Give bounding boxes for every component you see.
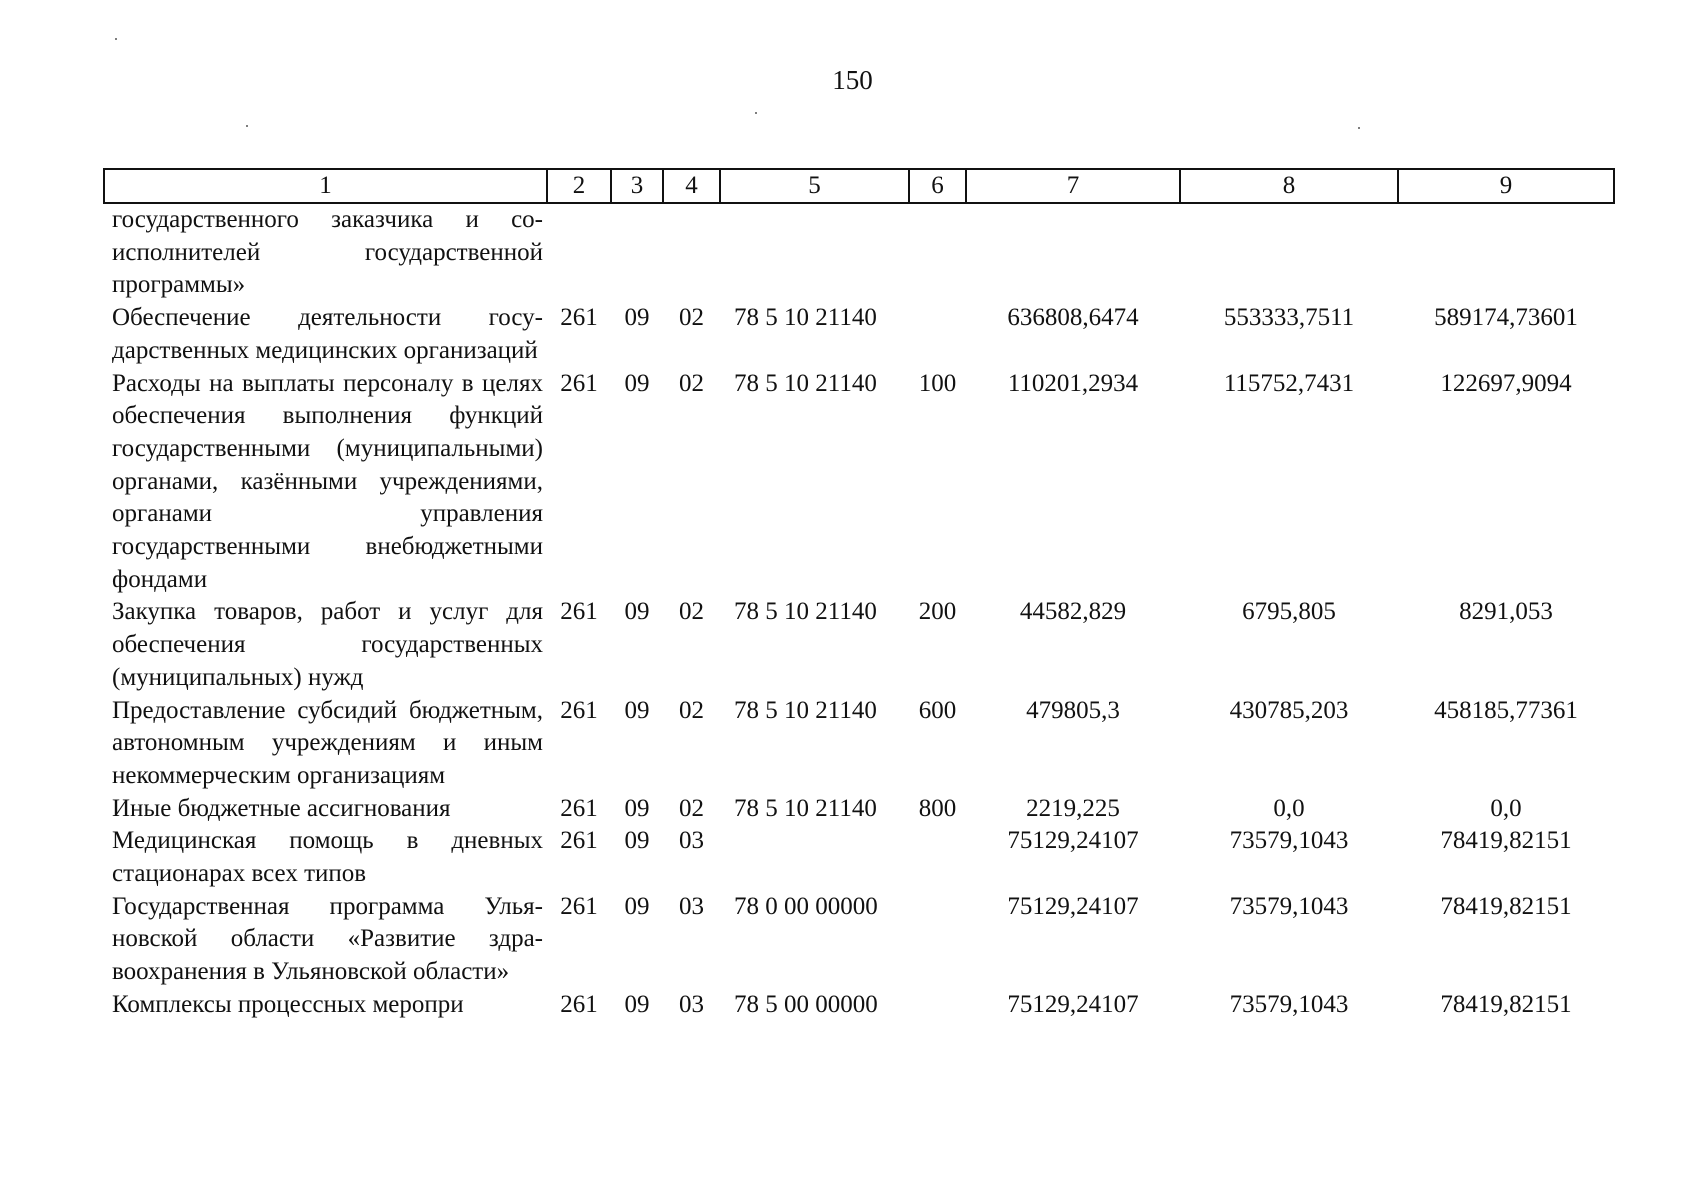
row-col-5: 78 0 00 00000	[734, 892, 878, 920]
row-col-3: 09	[624, 794, 650, 822]
table-body	[104, 203, 1614, 1022]
page-number: 150	[832, 65, 873, 95]
header-col-3: 3	[611, 169, 663, 203]
row-col-9	[1398, 203, 1614, 302]
row-col-3: 09	[624, 827, 650, 855]
row-col-7: 2219,225	[1026, 794, 1120, 822]
scan-speck	[246, 125, 248, 127]
row-col-9: 8291,053	[1459, 598, 1553, 626]
row-col-9: 78419,82151	[1440, 827, 1572, 855]
row-col-2: 261	[560, 892, 598, 920]
row-col-8: 73579,1043	[1229, 892, 1349, 920]
row-col-2: 261	[560, 827, 598, 855]
row-col-6: 600	[918, 696, 957, 724]
row-description: государственного заказчика и соисполнителей государственной программы»	[112, 206, 543, 299]
row-col-5: 78 5 00 00000	[734, 990, 878, 1018]
row-col-3	[611, 203, 663, 302]
row-col-4	[663, 203, 720, 302]
row-description: Комплексы процессных меропри	[112, 990, 464, 1018]
row-col-7: 75129,24107	[1007, 892, 1139, 920]
row-col-9: 78419,82151	[1440, 892, 1572, 920]
row-description: Обеспечение деятельности государственных медицинских организаций	[112, 304, 543, 364]
row-col-8: 115752,7431	[1223, 369, 1355, 397]
header-col-9: 9	[1398, 169, 1614, 203]
row-col-5: 78 5 10 21140	[734, 696, 877, 724]
row-col-3: 09	[624, 990, 650, 1018]
table-row	[104, 203, 1614, 302]
row-col-7: 636808,6474	[1007, 304, 1139, 332]
row-col-3: 09	[624, 304, 650, 332]
row-col-5: 78 5 10 21140	[734, 304, 877, 332]
row-col-7: 110201,2934	[1007, 369, 1139, 397]
row-description: Медицинская помощь в дневных стационарах всех типов	[112, 827, 543, 888]
row-col-5: 78 5 10 21140	[734, 369, 877, 397]
row-col-9: 458185,77361	[1434, 696, 1578, 724]
row-col-6: 200	[918, 598, 957, 626]
header-col-1: 1	[104, 169, 547, 203]
row-col-4: 03	[679, 827, 704, 855]
scan-speck	[1358, 127, 1360, 129]
table-row	[104, 302, 1614, 367]
row-col-8: 73579,1043	[1229, 827, 1349, 855]
row-col-7: 44582,829	[1019, 598, 1127, 626]
row-col-2: 261	[560, 598, 598, 626]
row-description: Закупка товаров, работ и услуг для обеспечения государственных (муниципальных) нужд	[112, 598, 543, 691]
table-row	[104, 989, 1614, 1022]
row-col-2: 261	[560, 794, 598, 822]
row-col-5: 78 5 10 21140	[734, 794, 877, 822]
row-col-9: 0,0	[1490, 794, 1522, 822]
header-col-5: 5	[720, 169, 909, 203]
row-col-4: 02	[679, 304, 704, 332]
table-row	[104, 793, 1614, 826]
row-col-6: 100	[918, 369, 957, 397]
table-row	[104, 891, 1614, 989]
scan-speck	[115, 38, 117, 40]
row-description: Государственная программа Ульяновской области «Развитие здравоохранения в Ульяновской области»	[112, 892, 543, 986]
row-col-9: 78419,82151	[1440, 990, 1572, 1018]
row-col-3: 09	[624, 598, 650, 626]
row-col-3: 09	[624, 369, 650, 397]
row-col-8: 6795,805	[1242, 598, 1336, 626]
row-col-8: 73579,1043	[1229, 990, 1349, 1018]
row-col-8: 0,0	[1273, 794, 1305, 822]
row-col-8: 553333,7511	[1223, 304, 1355, 332]
header-row	[104, 169, 1614, 203]
row-description: Предоставление субсидий бюджетным, автономным учреждениям и иным некоммерческим организациям	[112, 696, 543, 789]
row-col-6	[909, 891, 966, 989]
row-col-8	[1180, 203, 1398, 302]
row-col-7: 75129,24107	[1007, 990, 1139, 1018]
row-col-2: 261	[560, 304, 598, 332]
row-col-2	[547, 203, 611, 302]
header-col-4: 4	[663, 169, 720, 203]
row-col-4: 02	[679, 369, 704, 397]
row-col-6: 800	[918, 794, 957, 822]
row-col-7: 479805,3	[1026, 696, 1120, 724]
row-col-7	[966, 203, 1180, 302]
row-col-4: 03	[679, 990, 704, 1018]
row-col-3: 09	[624, 696, 650, 724]
row-description: Расходы на выплаты персоналу в целях обеспечения выполнения функций государственными (муниципальными) органами, казёнными учреждениями, органами управления государственными внебюджетными фондами	[112, 369, 543, 593]
row-col-2: 261	[560, 369, 598, 397]
table-row	[104, 825, 1614, 890]
row-col-3: 09	[624, 892, 650, 920]
row-col-5	[720, 203, 909, 302]
row-col-6	[909, 203, 966, 302]
table-row	[104, 596, 1614, 694]
table-row	[104, 368, 1614, 597]
row-col-2: 261	[560, 990, 598, 1018]
header-col-6: 6	[909, 169, 966, 203]
row-col-4: 02	[679, 598, 704, 626]
row-col-4: 03	[679, 892, 704, 920]
scan-speck	[755, 112, 757, 114]
row-description: Иные бюджетные ассигнования	[112, 794, 451, 822]
row-col-6	[909, 989, 966, 1022]
row-col-7: 75129,24107	[1007, 827, 1139, 855]
table-header	[104, 169, 1614, 203]
row-col-8: 430785,203	[1229, 696, 1349, 724]
budget-table	[103, 168, 1615, 1022]
row-col-5	[720, 825, 909, 890]
row-col-4: 02	[679, 696, 704, 724]
row-col-5: 78 5 10 21140	[734, 598, 877, 626]
row-col-9: 589174,73601	[1434, 304, 1578, 332]
row-col-9: 122697,9094	[1440, 369, 1572, 397]
table-row	[104, 695, 1614, 793]
row-col-2: 261	[560, 696, 598, 724]
header-col-7: 7	[966, 169, 1180, 203]
row-col-6	[909, 302, 966, 367]
header-col-2: 2	[547, 169, 611, 203]
row-col-6	[909, 825, 966, 890]
header-col-8: 8	[1180, 169, 1398, 203]
row-col-4: 02	[679, 794, 704, 822]
